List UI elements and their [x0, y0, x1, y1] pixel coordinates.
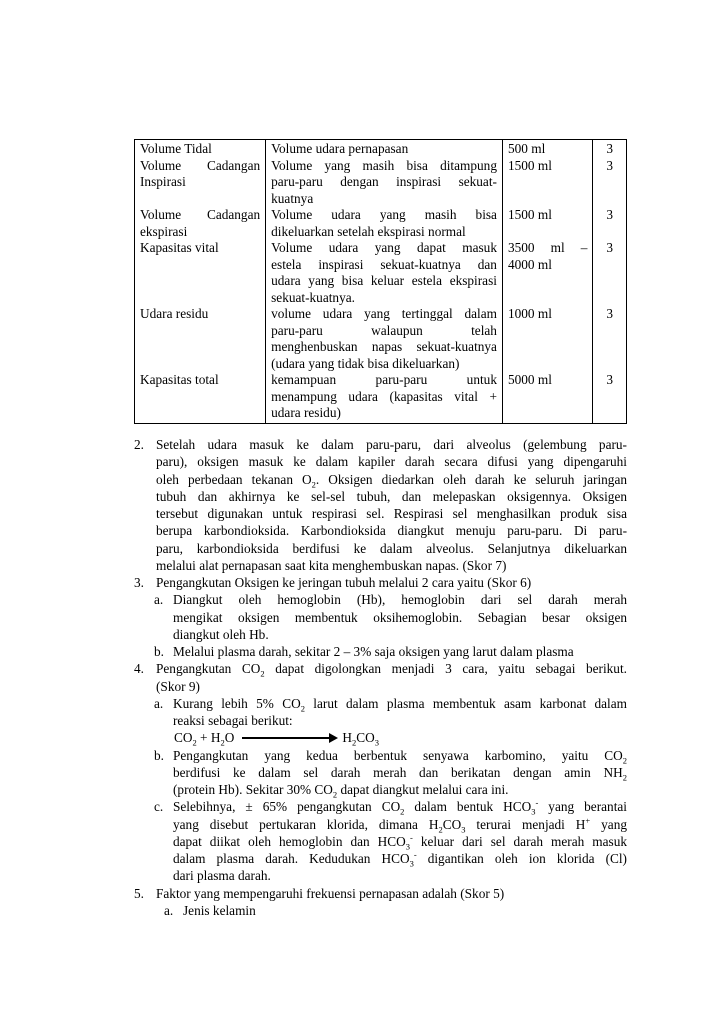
item-letter: a.: [154, 695, 164, 711]
score-cell: 3: [593, 207, 627, 240]
term-cell: Volume Cadangan Inspirasi: [135, 158, 266, 208]
score-cell: 3: [593, 306, 627, 372]
term-cell: Volume Cadangan ekspirasi: [135, 207, 266, 240]
description-cell: Volume yang masih bisa ditampung paru-paru dengan inspirasi sekuat- kuatnya: [266, 158, 503, 208]
description-cell: volume udara yang tertinggal dalam paru-paru walaupun telah menghenbuskan napas sekuat-kuatnya (udara yang tidak bisa dikeluarkan): [266, 306, 503, 372]
volume-cell: 5000 ml: [502, 372, 592, 423]
volume-cell: 3500 ml – 4000 ml: [502, 240, 592, 306]
item-number: 3.: [134, 575, 144, 590]
volume-cell: 1500 ml: [502, 207, 592, 240]
item-letter: b.: [154, 747, 164, 763]
description-cell: kemampuan paru-paru untuk menampung udara (kapasitas vital + udara residu): [266, 372, 503, 423]
score-cell: 3: [593, 372, 627, 423]
volume-cell: 1000 ml: [502, 306, 592, 372]
term-cell: Kapasitas vital: [135, 240, 266, 306]
volume-cell: 1500 ml: [502, 158, 592, 208]
item-2: 2. Setelah udara masuk ke dalam paru-paru, dari alveolus (gelembung paru- paru), oksigen masuk ke dalam kapiler darah secara difusi yang dipengaruhi oleh perbedaan tekanan $O_2$. Oksigen diedarkan oleh darah ke seluruh jaringan tubuh dan akhirnya ke sel-sel tubuh, dan melepaskan oksigennya. Oksigen tersebut digunakan untuk respirasi sel. Respirasi sel menghasilkan produk sisa berupa karbondioksida. Karbondioksida diangkut menuju paru-paru. Di paru- paru, karbondioksida berdifusi ke dalam alveolus. Selanjutnya dikeluarkan melalui alat pernapasan saat kita menghembuskan napas. (Skor 7): [134, 437, 628, 573]
term-cell: Udara residu: [135, 306, 266, 372]
item-letter: c.: [154, 799, 164, 815]
item-4: 4. Pengangkutan $CO_2$ dapat digolongkan menjadi 3 cara, yaitu sebagai berikut. (Skor 9) a. Kurang lebih 5% $CO_2$ larut dalam plasma membentuk asam karbonat dalam reaksi sebagai berikut: $CO_2 + H_2O$ $H_2CO_3$ b. Pengangkutan yang kedua berbentuk senyawa karbomino, yaitu $CO_2$ berdifusi ke dalam sel darah merah dan berikatan dengan amin $NH_2$ (protein Hb). Sekitar 30% $CO_2$ dapat diangkut melalui cara ini. c. Selebihnya, ± 65% pengangkutan $CO_2$ dalam bentuk $HCO_3^-$ yang berantai yang disebut pertukaran klorida, dimana $H_2CO_3$ terurai menjadi H+ yang dapat diikat oleh hemoglobin dan $HCO_3^-$ keluar dari sel darah merah masuk dalam plasma darah. Kedudukan $HCO_3^-$ digantikan oleh ion klorida (Cl) dari plasma darah.: [134, 661, 627, 884]
lung-volume-table: [134, 139, 627, 424]
table-row: [135, 207, 627, 240]
score-cell: 3: [593, 240, 627, 306]
item-letter: a.: [154, 592, 164, 608]
table-row: [135, 240, 627, 306]
item-3: 3. Pengangkutan Oksigen ke jeringan tubuh melalui 2 cara yaitu (Skor 6) a. Diangkut oleh hemoglobin (Hb), hemoglobin dari sel darah merah mengikat oksigen membentuk oksihemoglobin. Sebagian besar oksigen diangkut oleh Hb. b. Melalui plasma darah, sekitar 2 – 3% saja oksigen yang larut dalam plasma: [134, 575, 627, 659]
description-cell: Volume udara pernapasan: [266, 140, 503, 158]
volume-cell: 500 ml: [502, 140, 592, 158]
item-5: 5. Faktor yang mempengaruhi frekuensi pernapasan adalah (Skor 5) a. Jenis kelamin: [134, 885, 505, 918]
item-number: 5.: [134, 885, 144, 901]
term-cell: Volume Tidal: [135, 140, 266, 158]
item-number: 2.: [134, 437, 144, 452]
table-row: [135, 306, 627, 372]
reaction-equation: $CO_2 + H_2O$ $H_2CO_3$: [174, 730, 379, 748]
answer-text: [134, 436, 627, 919]
reaction-arrow-icon: [242, 737, 336, 739]
item-letter: b.: [154, 644, 164, 659]
item-number: 4.: [134, 661, 144, 677]
term-cell: Kapasitas total: [135, 372, 266, 423]
table-row: [135, 158, 627, 208]
table-row: [135, 372, 627, 423]
description-cell: Volume udara yang masih bisa dikeluarkan setelah ekspirasi normal: [266, 207, 503, 240]
item-letter: a.: [164, 902, 174, 918]
description-cell: Volume udara yang dapat masuk estela inspirasi sekuat-kuatnya dan udara yang bisa keluar estela ekspirasi sekuat-kuatnya.: [266, 240, 503, 306]
score-cell: 3: [593, 140, 627, 158]
score-cell: 3: [593, 158, 627, 208]
table-row: [135, 140, 627, 158]
